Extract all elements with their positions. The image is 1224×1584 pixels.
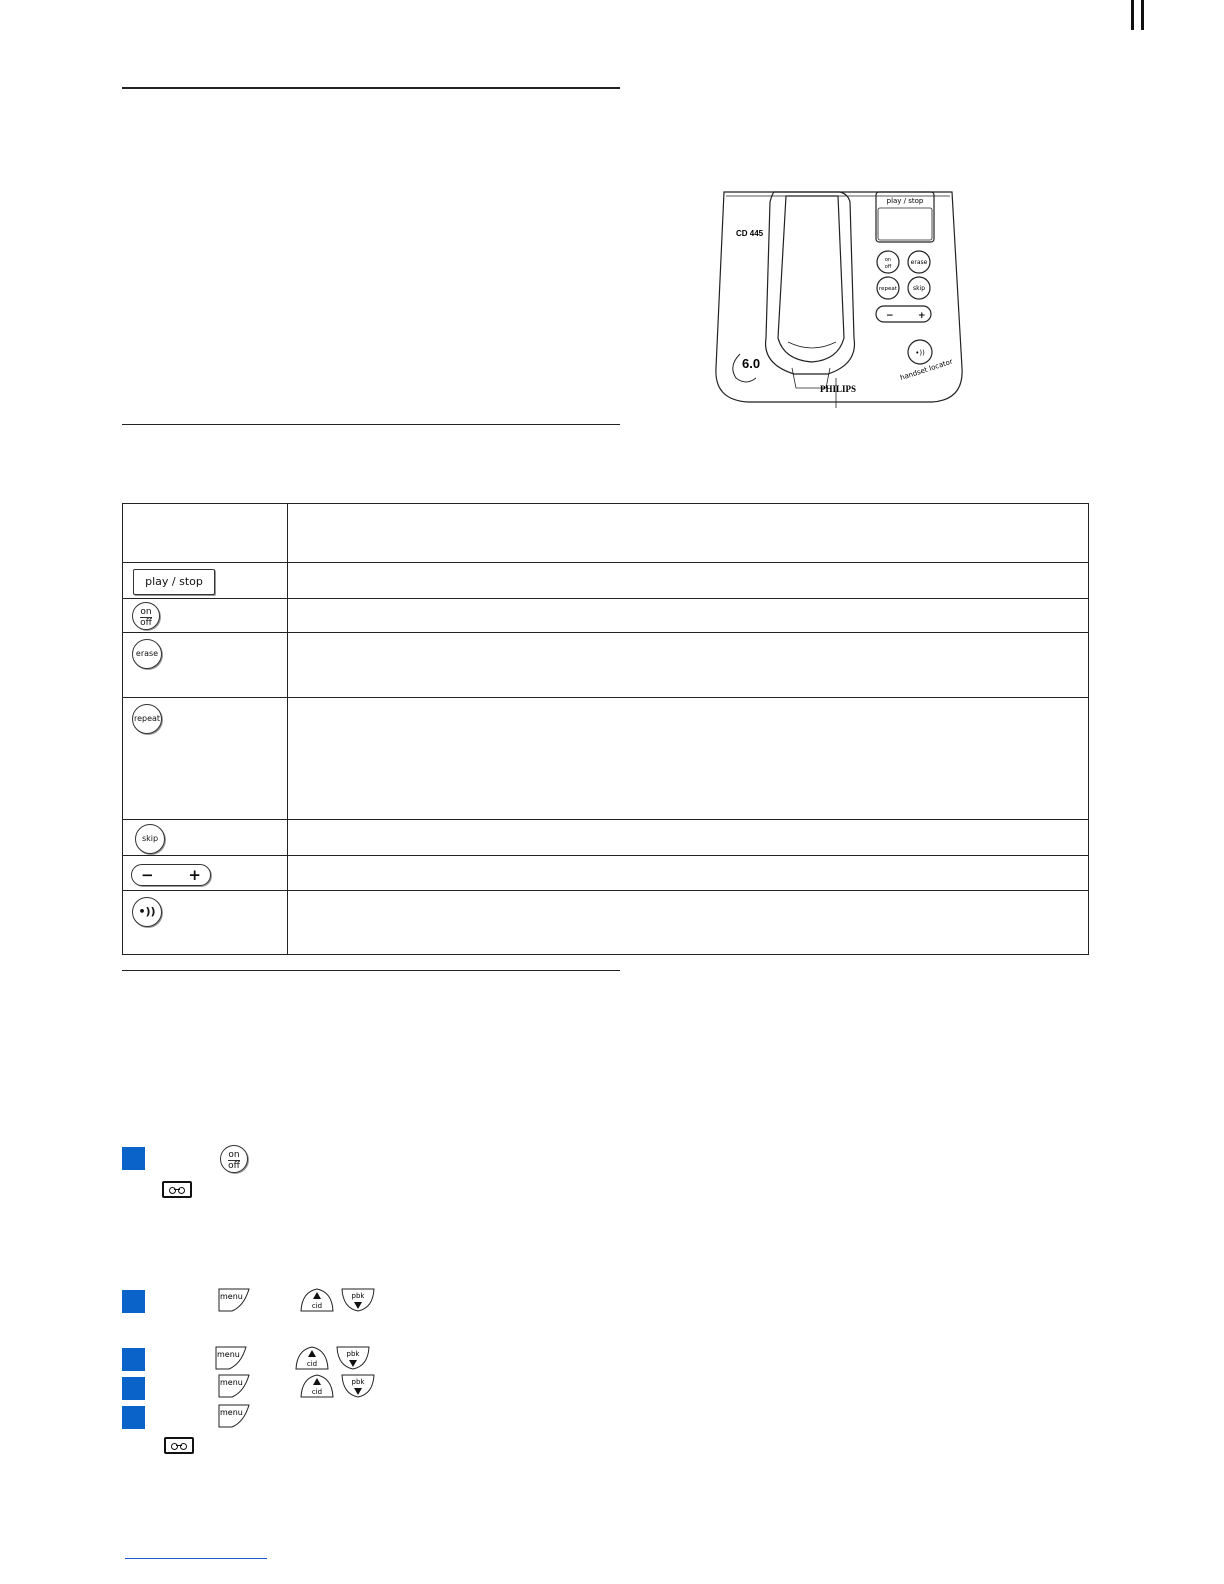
menu-key-icon <box>218 1404 250 1428</box>
step-marker <box>122 1406 145 1429</box>
volume-plus-label: + <box>918 311 926 321</box>
svg-text:cid: cid <box>306 1360 318 1368</box>
table-row <box>123 698 1089 820</box>
step-marker <box>122 1147 145 1170</box>
menu-key-icon <box>215 1346 247 1370</box>
handset-locator-label: handset locator <box>899 357 954 383</box>
volume-minus: − <box>141 866 154 884</box>
section-rule <box>122 87 620 89</box>
svg-text:cid: cid <box>311 1388 323 1396</box>
svg-text:menu: menu <box>220 1408 243 1417</box>
table-row <box>123 599 1089 633</box>
table-header-row <box>123 504 1089 563</box>
table-row <box>123 633 1089 698</box>
svg-text:cid: cid <box>311 1302 323 1310</box>
volume-plus: + <box>188 866 201 884</box>
model-label: CD 445 <box>736 229 764 238</box>
table-row <box>123 563 1089 599</box>
svg-text:pbk: pbk <box>346 1350 360 1358</box>
pbk-down-key-icon <box>336 1346 370 1370</box>
play-stop-label: play / stop <box>886 197 924 205</box>
table-row <box>123 856 1089 891</box>
section-rule <box>122 424 620 425</box>
step-marker <box>122 1348 145 1371</box>
on-off-key-icon: on off <box>220 1145 248 1173</box>
svg-text:pbk: pbk <box>351 1378 365 1386</box>
brand-label: PHILIPS <box>819 384 857 394</box>
pbk-down-key-icon <box>341 1374 375 1398</box>
repeat-label: repeat <box>879 286 897 292</box>
section-rule <box>122 970 620 971</box>
table-row <box>123 891 1089 955</box>
keys-table <box>122 503 1089 955</box>
svg-text:menu: menu <box>220 1378 243 1387</box>
cid-up-key-icon <box>300 1288 334 1312</box>
svg-text:menu: menu <box>217 1350 240 1359</box>
handset-locator-key: •)) <box>132 897 162 927</box>
table-header-description <box>288 504 1089 563</box>
svg-text:menu: menu <box>220 1292 243 1301</box>
step-marker <box>122 1377 145 1400</box>
on-off-key: on off <box>132 602 160 630</box>
erase-key: erase <box>132 639 162 669</box>
play-stop-key: play / stop <box>133 569 215 595</box>
table-row <box>123 820 1089 856</box>
cid-up-key-icon <box>300 1374 334 1398</box>
volume-key <box>131 864 211 886</box>
edge-mark <box>1131 0 1134 30</box>
footer-link-underline <box>125 1558 267 1559</box>
edge-mark <box>1141 0 1144 30</box>
base-station-illustration <box>712 188 964 414</box>
skip-label: skip <box>912 285 926 292</box>
on-label: on <box>884 257 892 263</box>
step-marker <box>122 1290 145 1313</box>
pbk-down-key-icon <box>341 1288 375 1312</box>
repeat-key: repeat <box>132 704 162 734</box>
answering-machine-icon <box>164 1437 194 1454</box>
locator-icon-label: •)) <box>915 349 925 357</box>
table-header-key <box>123 504 288 563</box>
logo-number: 6.0 <box>742 356 761 371</box>
volume-minus-label: − <box>886 311 894 321</box>
menu-key-icon <box>218 1288 250 1312</box>
off-label: off <box>884 264 892 270</box>
cid-up-key-icon <box>295 1346 329 1370</box>
skip-key: skip <box>135 824 165 854</box>
answering-machine-icon <box>162 1181 192 1198</box>
svg-text:pbk: pbk <box>351 1292 365 1300</box>
menu-key-icon <box>218 1374 250 1398</box>
erase-label: erase <box>910 259 928 266</box>
